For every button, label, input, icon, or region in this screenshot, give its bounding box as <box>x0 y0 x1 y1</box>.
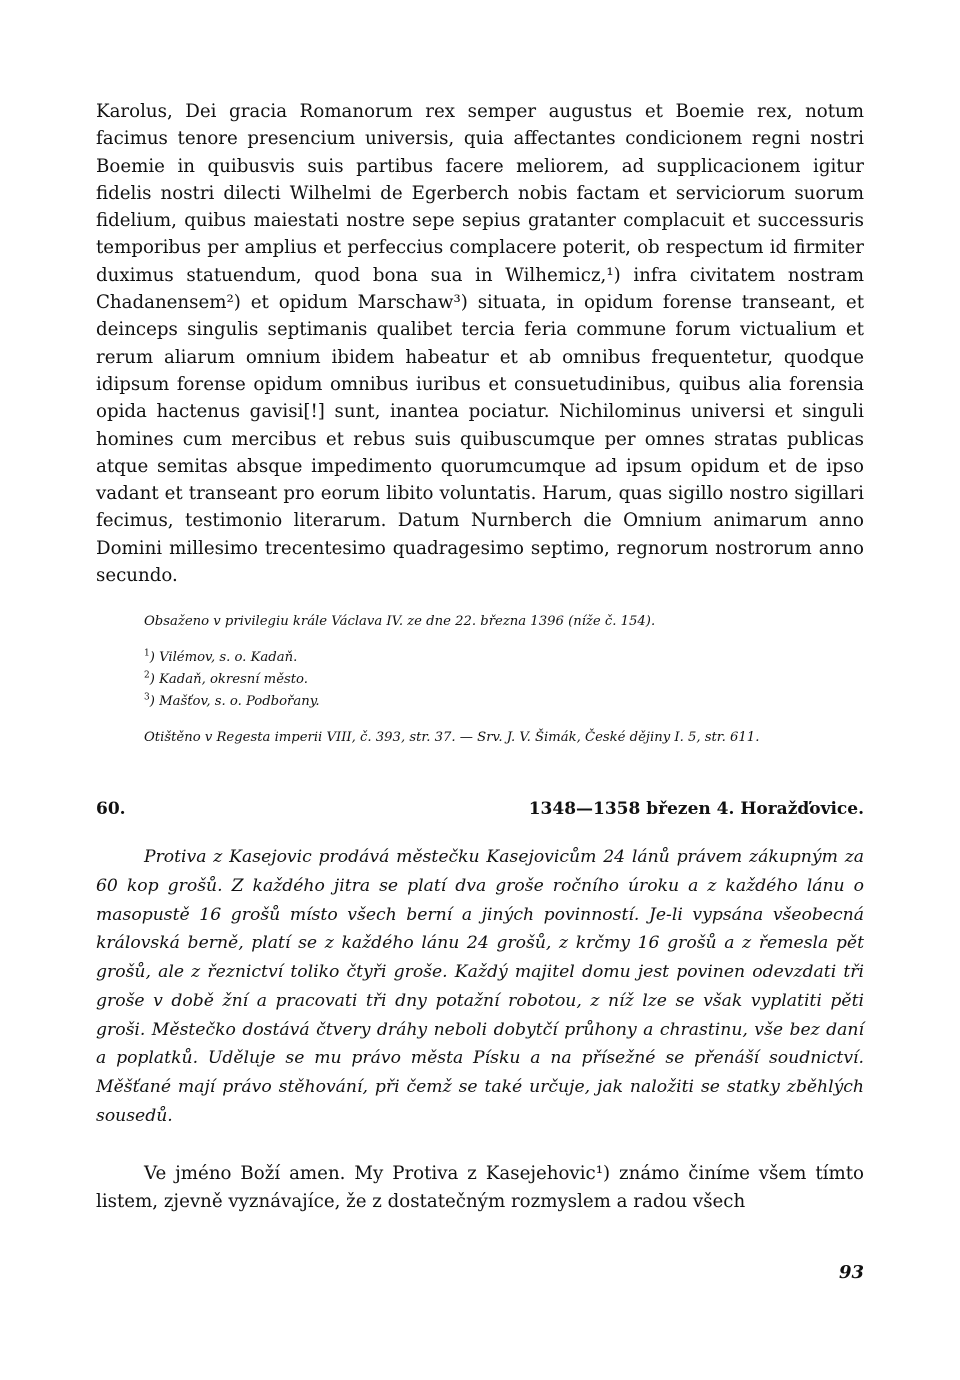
page-number: 93 <box>838 1262 864 1283</box>
footnote-1: $^1$) Vilémov, s. o. Kadaň. <box>144 648 298 666</box>
entry-summary: Protiva z Kasejovic prodává městečku Kasejovicům 24 lánů právem zákupným za 60 kop grošů. Z každého jitra se platí dva groše ročního úroku a z každého lánu o masopustě 16 grošů místo všech berní a jiných povinností. Je-li vypsána všeobecná královská berně, platí se z každého lánu 24 grošů, z krčmy 16 grošů a z řemesla pět grošů, ale z řeznictví toliko čtyři groše. Každý majitel domu jest povinen odevzdati tři groše v době žní a pracovati tři dny potažní robotou, z níž lze se však vyplatiti pěti groši. Městečko dostává čtvery dráhy neboli dobytčí průhony a chrastinu, vše bez daní a poplatků. Uděluje se mu právo města Písku a na přísežné se přenáší soudnictví. Měšťané mají právo stěhování, při čemž se také určuje, jak naložiti se statky zběhlých sousedů. <box>96 847 864 1126</box>
entry-number: 60. <box>96 799 126 820</box>
footnote-3: $^3$) Mašťov, s. o. Podbořany. <box>144 692 320 710</box>
charter-latin-text: Karolus, Dei gracia Romanorum rex semper augustus et Boemie rex, notum facimus tenore presencium universis, quia affectantes condicionem regni nostri Boemie in quibusvis suis partibus facere meliorem, ad supplicacionem igitur fidelis nostri dilecti Wilhelmi de Egerberch nobis factam et serviciorum suorum fidelium, quibus maiestati nostre sepe sepius gratanter complacuit et successuris temporibus per amplius et perfeccius complacere poterit, ob respectum id firmiter duximus statuendum, quod bona sua in Wilhemicz,¹) infra civitatem nostram Chadanensem²) et opidum Marschaw³) situata, in opidum forense transeant, et deinceps singulis septimanis qualibet tercia feria commune forum victualium et rerum aliarum omnium ibidem habeatur et ab omnibus frequentetur, quodque idipsum forense opidum omnibus iuribus et consuetudinibus, quibus alia forensia opida hactenus gavisi[!] sunt, inantea pociatur. Nichilominus universi et singuli homines cum mercibus et rebus suis quibuscumque per omnes stratas publicas atque semitas absque impedimento quorumcumque ad ipsum opidum et de ipso vadant et transeant pro eorum libito voluntatis. Harum, quas sigillo nostro sigillari fecimus, testimonio literarum. Datum Nurnberch die Omnium animarum anno Domini millesimo trecentesimo quadragesimo septimo, regnorum nostrorum anno secundo. <box>96 101 864 587</box>
footnote-2: $^2$) Kadaň, okresní město. <box>144 670 308 688</box>
entry-heading <box>96 799 864 819</box>
print-reference: Otištěno v Regesta imperii VIII, č. 393, str. 37. — Srv. J. V. Šimák, České dějiny I. 5, str. 611. <box>144 730 760 746</box>
source-note: Obsaženo v privilegiu krále Václava IV. ze dne 22. března 1396 (níže č. 154). <box>144 614 656 630</box>
footnotes <box>96 647 864 713</box>
editorial-notes <box>96 611 864 749</box>
charter-czech-opening: Ve jméno Boží amen. My Protiva z Kasejehovic¹) známo činíme všem tímto listem, zjevně vyznávajíce, že z dostatečným rozmyslem a radou všech <box>96 1163 864 1212</box>
entry-date-place: 1348—1358 březen 4. Horažďovice. <box>528 799 864 820</box>
